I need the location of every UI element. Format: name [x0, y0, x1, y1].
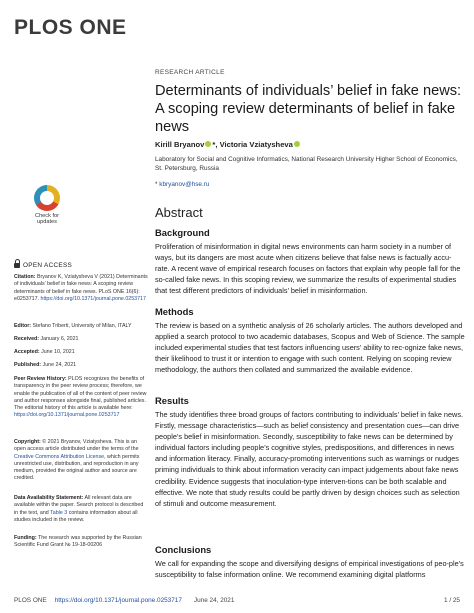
article-title: Determinants of individuals’ belief in fake news: A scoping review determinants of belief in fake news — [155, 83, 462, 135]
published-line: Published: June 24, 2021 — [14, 362, 77, 368]
section-heading: Conclusions — [155, 544, 212, 555]
section-text: The review is based on a synthetic analysis of 26 scholarly articles. The authors developed and applied a search protocol to two academic databases, Scopus and Web of Science. The sample included experimental studies that test factors influencing users’ ability to rec-ognize fake news, their likelihood to trust it or intention to engage with such content. Relying on scoping review methodology, the authors then collated and summarized the available evidence. — [155, 321, 465, 375]
section-heading: Methods — [155, 306, 194, 317]
page-number: 1 / 25 — [444, 597, 460, 604]
abstract-section-results — [155, 395, 465, 509]
journal-logo: PLOS ONE — [14, 16, 127, 39]
author-separator: *, — [212, 140, 220, 149]
open-access-label: OPEN ACCESS — [14, 262, 72, 269]
section-text: The study identifies three broad groups of factors contributing to individuals’ belief in fake news. Firstly, message characteristics—such as belief consistency and presentation cues—can drive people’s belief in misinformation. Secondly, susceptibility to fake news can be determined by individual factors including people’s cognitive styles, predispositions, and differences in news and information literacy. Finally, accuracy-promoting interventions such as warnings or nudges priming individuals to think about information veracity can impact judgements about fake news credibility. Evidence suggests that inoculation-type interven-tions can be both scalable and effective. We note that study results could be partly driven by design choices such as selection of stimuli and outcome measurement. — [155, 410, 463, 508]
table-link[interactable]: Table 3 — [50, 509, 68, 516]
received-line: Received: January 6, 2021 — [14, 336, 79, 342]
lock-icon — [14, 263, 20, 268]
accepted-line: Accepted: June 10, 2021 — [14, 349, 75, 355]
abstract-section-conclusions — [155, 544, 465, 580]
affiliation: Laboratory for Social and Cognitive Informatics, National Research University Higher School of Economics, St. Petersburg, Russia — [155, 156, 458, 172]
peer-review-block: Peer Review History: PLOS recognizes the benefits of transparency in the peer review process; therefore, we enable the publication of all of the content of peer review and author responses alongside final, published articles. The editorial history of this article is available here: https://doi.org/10.1371/journal.pone.0253717 — [14, 376, 147, 419]
citation-block: Citation: Bryanov K, Vziatysheva V (2021) Determinants of individuals’ belief in fake news: A scoping review determinants of belief in fake news. PLoS ONE 16(6): e0253717. https://doi.org/10.1371/journal.pone.0253717 — [14, 274, 148, 302]
section-text: Proliferation of misinformation in digital news environments can harm society in a number of ways, but its dangers are most acute when citizens believe that false news is factually accu-rate. A recent wave of empirical research focuses on factors that explain why people fall for the so-called fake news. In this scoping review, we summarize the results of experimental studies that test different predictors of individuals’ belief in misinformation. — [155, 242, 461, 296]
peer-review-link[interactable]: https://doi.org/10.1371/journal.pone.0253717 — [14, 412, 120, 419]
email-marker: * — [155, 181, 160, 188]
abstract-section-background — [155, 227, 465, 296]
author-name[interactable]: Victoria Vziatysheva — [219, 140, 293, 149]
orcid-icon[interactable] — [205, 141, 211, 147]
section-heading: Results — [155, 395, 189, 406]
citation-doi-link[interactable]: https://doi.org/10.1371/journal.pone.0253717 — [40, 295, 146, 302]
badge-label: Check for updates — [35, 213, 59, 226]
section-heading: Background — [155, 227, 210, 238]
email-link[interactable]: kbryanov@hse.ru — [159, 181, 210, 188]
check-for-updates-badge[interactable] — [30, 185, 64, 229]
article-type-label: RESEARCH ARTICLE — [155, 69, 225, 76]
license-link[interactable]: Creative Commons Attribution License — [14, 453, 105, 460]
footer-journal: PLOS ONE — [14, 597, 47, 604]
author-list — [155, 140, 455, 149]
funding-block: Funding: The research was supported by the Russian Scientific Fund Grant № 19-18-00206 — [14, 535, 142, 549]
page-footer — [14, 597, 460, 604]
copyright-block: Copyright: © 2021 Bryanov, Vziatysheva. This is an open access article distributed under the terms of the Creative Commons Attribution License, which permits unrestricted use, distribution, and reproduction in any medium, provided the original author and source are credited. — [14, 439, 140, 482]
abstract-section-methods — [155, 306, 465, 375]
author-name[interactable]: Kirill Bryanov — [155, 140, 205, 149]
data-availability-block: Data Availability Statement: All relevant data are available within the paper. Search protocol is described in the text, and Table 3 contains information about all studies included in the review. — [14, 495, 144, 523]
crossmark-icon — [34, 185, 60, 211]
section-text: We call for expanding the scope and diversifying designs of empirical investigations of peo-ple’s susceptibility to false information online. We recommend examining digital platforms — [155, 559, 464, 580]
orcid-icon[interactable] — [294, 141, 300, 147]
footer-doi-link[interactable]: https://doi.org/10.1371/journal.pone.0253717 — [54, 597, 182, 604]
editor-line: Editor: Stefano Triberti, University of Milan, ITALY — [14, 323, 132, 329]
corresponding-email — [155, 181, 209, 188]
abstract-heading: Abstract — [155, 205, 203, 220]
footer-date: June 24, 2021 — [193, 597, 235, 604]
